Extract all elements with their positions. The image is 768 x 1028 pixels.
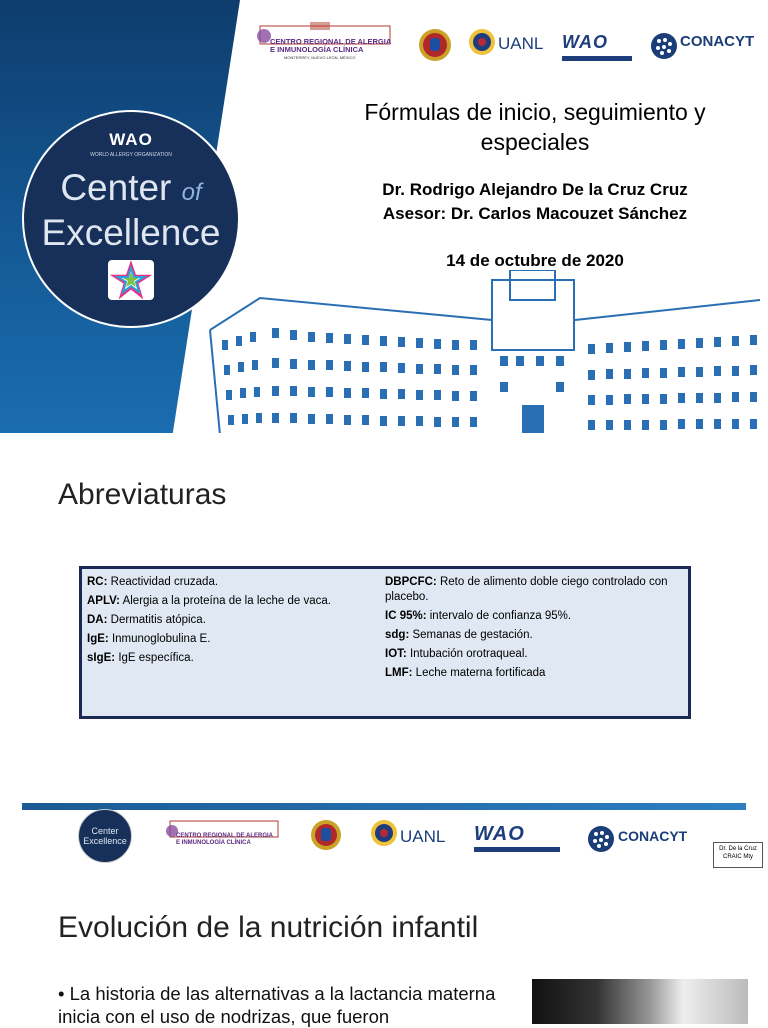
sponsor-logos [250,18,760,68]
credit-line1: Dr. De la Cruz [719,846,757,852]
credit-line2: CRAIC Mty [723,854,753,860]
title-slide [0,0,768,433]
header-bar [22,803,746,810]
small-badge-center: Center [91,826,119,836]
university-shield-icon-small [310,819,342,856]
conacyt-globe-icon-small [587,825,615,858]
wao-underline [562,56,632,61]
badge-text [24,168,238,253]
craic-logo-small [160,817,284,855]
abbreviations-title: Abreviaturas [58,478,227,511]
bullet-item [58,982,528,1028]
author-name: Dr. Rodrigo Alejandro De la Cruz Cruz [382,180,688,199]
uanl-seal-icon-small [370,819,398,854]
small-badge-text [79,826,131,846]
uanl-text-small: UANL [400,827,446,846]
advisor-name: Asesor: Dr. Carlos Macouzet Sánchez [382,204,688,223]
conacyt-text: CONACYT [680,33,755,50]
badge-center-word: Center [60,167,172,208]
abbr-item: sdg: Semanas de gestación. [385,629,533,641]
abbr-item: IC 95%: intervalo de confianza 95%. [385,610,572,622]
craic-small-line2: E INMUNOLOGÍA CLÍNICA [176,840,251,846]
evolution-slide [0,793,768,1027]
badge-wao-logo: WAO [109,130,153,149]
abbreviations-slide [0,433,768,793]
craic-line2: E INMUNOLOGÍA CLÍNICA [270,45,364,54]
abbr-item: IgE: Inmunoglobulina E. [87,633,211,645]
evolution-title: Evolución de la nutrición infantil [58,911,479,944]
small-badge-excellence: Excellence [83,836,127,846]
university-shield-icon [418,28,452,67]
author-credit-box [713,842,763,868]
author-block [330,178,740,226]
historical-photo [532,979,748,1024]
abbr-item: sIgE: IgE específica. [87,652,194,664]
uanl-seal-icon [468,28,496,63]
craic-small-line1: CENTRO REGIONAL DE ALERGIA [176,833,274,839]
bullet-text: La historia de las alternativas a la lactancia materna inicia con el uso de nodrizas, que fueron [58,983,496,1027]
abbr-item: APLV: Alergia a la proteína de la leche de vaca. [87,595,331,607]
badge-of-word: of [181,179,202,206]
abbr-item: RC: Reactividad cruzada. [87,576,219,588]
abbr-item: IOT: Intubación orotraqueal. [385,648,528,660]
abbr-item: LMF: Leche materna fortificada [385,667,546,679]
bullet-marker: • [58,983,65,1004]
badge-excellence-word: Excellence [41,212,221,253]
presentation-title: Fórmulas de inicio, seguimiento y especiales [364,99,706,155]
craic-logo [250,20,398,64]
conacyt-globe-icon [650,32,678,65]
wao-logo-small: WAO [474,823,525,845]
abbr-left-column [87,575,377,670]
craic-line1: CENTRO REGIONAL DE ALERGIA [270,37,392,46]
uanl-text: UANL [498,34,544,53]
presentation-date: 14 de octubre de 2020 [446,251,624,270]
small-coe-badge [78,809,132,863]
wao-underline-small [474,847,560,852]
abbr-item: DBPCFC: Reto de alimento doble ciego controlado con placebo. [385,576,668,603]
badge-tagline: WORLD ALLERGY ORGANIZATION [90,152,172,158]
conacyt-text-small: CONACYT [618,828,688,844]
abbr-item: DA: Dermatitis atópica. [87,614,206,626]
abbr-right-column [385,575,683,685]
craic-line3: MONTERREY, NUEVO LEÓN, MÉXICO [284,55,356,60]
wao-logo: WAO [562,32,608,52]
abbreviations-box [79,566,691,719]
star-icon [108,260,154,300]
hospital-building-illustration [200,270,768,433]
